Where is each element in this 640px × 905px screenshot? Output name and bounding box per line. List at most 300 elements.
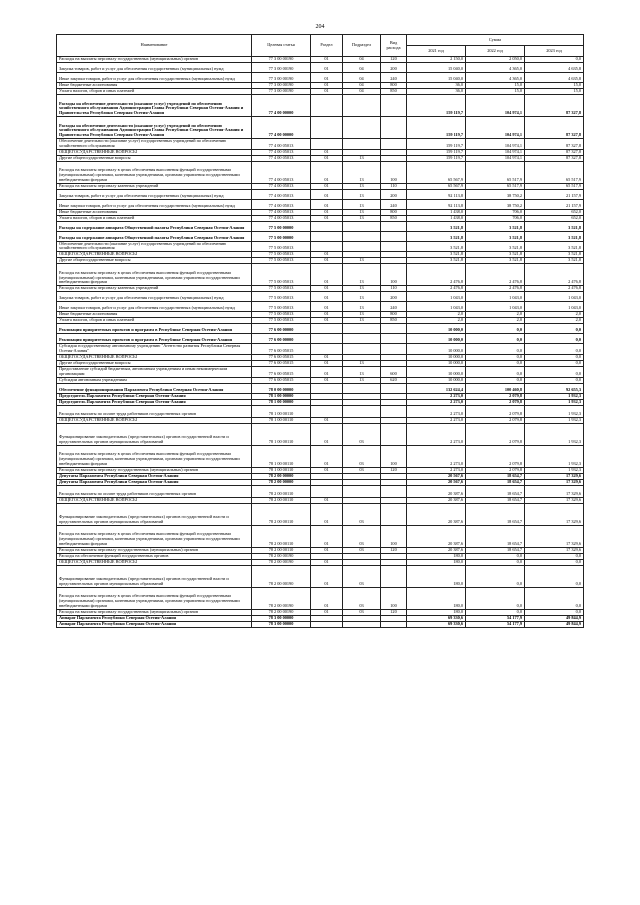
row-code: 78 2 00 00110: [252, 503, 311, 525]
row-section: 01: [311, 525, 343, 547]
row-code: 77 5 00 05013: [252, 312, 311, 318]
row-value-2021: 10 000,0: [407, 344, 466, 355]
row-section: 01: [311, 354, 343, 360]
row-expense-type: 200: [381, 189, 407, 199]
row-value-2022: 0,0: [466, 334, 525, 344]
row-value-2021: 2 273,0: [407, 445, 466, 467]
row-code: 78 1 00 00110: [252, 445, 311, 467]
row-value-2023: 87 327,8: [525, 95, 584, 117]
row-name: Депутаты Парламента Республики Северная Осетия-Алания: [57, 479, 252, 485]
row-expense-type: 110: [381, 286, 407, 292]
row-value-2023: 1 932,3: [525, 405, 584, 417]
row-name: Иные бюджетные ассигнования: [57, 83, 252, 89]
row-code: 78 1 00 00110: [252, 417, 311, 423]
row-value-2022: 104 974,1: [466, 117, 525, 139]
table-row: [57, 161, 584, 183]
row-value-2023: 1 932,3: [525, 399, 584, 405]
row-expense-type: 110: [381, 183, 407, 189]
row-value-2022: 54 177,9: [466, 621, 525, 627]
row-code: 78 2 00 00110: [252, 485, 311, 497]
row-value-2022: 2 079,8: [466, 405, 525, 417]
table-row: [57, 503, 584, 525]
row-value-2022: 2 079,8: [466, 445, 525, 467]
row-value-2023: 0,0: [525, 334, 584, 344]
row-subsection: 13: [343, 292, 381, 302]
row-subsection: [343, 383, 381, 393]
row-value-2023: 0,0: [525, 324, 584, 334]
row-value-2023: 3 521,8: [525, 258, 584, 264]
row-value-2021: 2 273,0: [407, 423, 466, 445]
row-value-2021: 1 043,0: [407, 302, 466, 312]
table-row: [57, 302, 584, 312]
row-subsection: 13: [343, 209, 381, 215]
row-value-2021: 65 567,9: [407, 161, 466, 183]
table-row: [57, 445, 584, 467]
row-section: [311, 405, 343, 417]
row-code: 78 1 00 00110: [252, 423, 311, 445]
row-value-2022: 38 750,2: [466, 189, 525, 199]
row-expense-type: 100: [381, 525, 407, 547]
table-row: [57, 231, 584, 241]
row-subsection: [343, 344, 381, 355]
row-section: 01: [311, 63, 343, 73]
row-subsection: 04: [343, 83, 381, 89]
row-section: 01: [311, 547, 343, 553]
row-expense-type: [381, 139, 407, 150]
table-row: [57, 366, 584, 377]
row-value-2022: 104 974,1: [466, 139, 525, 150]
row-value-2022: 2 079,8: [466, 393, 525, 399]
row-value-2021: 2 273,0: [407, 399, 466, 405]
row-value-2022: 3 521,8: [466, 252, 525, 258]
row-code: 77 5 00 05013: [252, 286, 311, 292]
row-subsection: [343, 334, 381, 344]
row-value-2021: 20 567,6: [407, 473, 466, 479]
row-subsection: 04: [343, 57, 381, 63]
row-name: Субсидия государственному автономному учреждению "Агентство развития Республики Северная Осетия-Алания": [57, 344, 252, 355]
row-expense-type: 240: [381, 302, 407, 312]
row-section: 01: [311, 252, 343, 258]
row-code: 78 3 00 00000: [252, 615, 311, 621]
row-code: 77 6 00 05015: [252, 344, 311, 355]
row-value-2022: 104 974,1: [466, 155, 525, 161]
row-value-2023: 1 932,3: [525, 467, 584, 473]
row-section: 01: [311, 467, 343, 473]
row-name: Иные закупки товаров, работ и услуг для обеспечения государственных (муниципальных) нужд: [57, 73, 252, 83]
row-value-2023: 17 329,6: [525, 473, 584, 479]
row-value-2023: 17 329,6: [525, 525, 584, 547]
row-subsection: [343, 139, 381, 150]
row-code: 77 4 00 05013: [252, 139, 311, 150]
row-name: Предоставление субсидий бюджетным, автономным учреждениям и иным некоммерческим организациям: [57, 366, 252, 377]
row-expense-type: [381, 241, 407, 252]
row-section: [311, 344, 343, 355]
row-subsection: [343, 95, 381, 117]
row-name: Обеспечение деятельности (оказание услуг) государственных учреждений по обеспечению хозяйственного обслуживания: [57, 241, 252, 252]
header-name: Наименование: [57, 35, 252, 57]
row-value-2023: 92 655,3: [525, 383, 584, 393]
row-value-2022: 0,0: [466, 344, 525, 355]
row-value-2023: 65 517,9: [525, 183, 584, 189]
row-expense-type: [381, 621, 407, 627]
page-number: 204: [315, 24, 325, 30]
row-subsection: 13: [343, 318, 381, 324]
row-code: 78 2 00 00000: [252, 479, 311, 485]
header-code: Целевая статья: [252, 35, 311, 57]
row-code: 77 3 00 00190: [252, 57, 311, 63]
row-value-2021: 3 521,8: [407, 252, 466, 258]
row-value-2023: 1 932,3: [525, 393, 584, 399]
row-value-2023: 3 521,8: [525, 252, 584, 258]
row-value-2023: 17 329,6: [525, 479, 584, 485]
table-row: [57, 117, 584, 139]
row-value-2022: 100 460,8: [466, 383, 525, 393]
row-name: Расходы на выплаты персоналу казенных учреждений: [57, 286, 252, 292]
row-value-2023: 17 329,6: [525, 497, 584, 503]
table-row: [57, 73, 584, 83]
row-name: Другие общегосударственные вопросы: [57, 155, 252, 161]
row-name: Расходы на выплаты персоналу казенных учреждений: [57, 183, 252, 189]
row-code: 77 3 00 00190: [252, 89, 311, 95]
row-value-2022: 104 974,1: [466, 149, 525, 155]
row-code: 77 5 00 05013: [252, 252, 311, 258]
table-row: [57, 344, 584, 355]
table-row: [57, 525, 584, 547]
row-section: 01: [311, 57, 343, 63]
row-expense-type: [381, 423, 407, 445]
row-value-2021: 3 521,8: [407, 258, 466, 264]
row-section: [311, 231, 343, 241]
row-code: 78 1 00 00000: [252, 393, 311, 399]
row-value-2023: 1 932,3: [525, 417, 584, 423]
row-subsection: 13: [343, 189, 381, 199]
row-name: Расходы на выплаты персоналу в целях обеспечения выполнения функций государственными (муниципальными) органами, казенными учреждениями, органами управления государственными внебюджетными фондами: [57, 525, 252, 547]
row-name: Другие общегосударственные вопросы: [57, 360, 252, 366]
row-value-2023: 0,0: [525, 587, 584, 609]
row-expense-type: 240: [381, 199, 407, 209]
row-value-2022: 65 517,9: [466, 183, 525, 189]
row-value-2021: 20 387,6: [407, 485, 466, 497]
row-value-2023: 0,0: [525, 360, 584, 366]
row-code: 78 2 00 00110: [252, 525, 311, 547]
row-value-2022: 3 521,8: [466, 231, 525, 241]
row-value-2023: 0,0: [525, 559, 584, 565]
row-value-2021: 2,0: [407, 318, 466, 324]
row-value-2022: 706,0: [466, 209, 525, 215]
row-section: 01: [311, 183, 343, 189]
table-row: [57, 139, 584, 150]
row-value-2023: 4 635,8: [525, 63, 584, 73]
row-value-2023: 0,0: [525, 366, 584, 377]
row-expense-type: 620: [381, 377, 407, 383]
row-expense-type: [381, 117, 407, 139]
row-value-2021: 20 387,6: [407, 503, 466, 525]
header-year-2021: 2021 год: [407, 46, 466, 57]
row-section: 01: [311, 149, 343, 155]
row-code: 77 3 00 00190: [252, 63, 311, 73]
row-expense-type: [381, 334, 407, 344]
row-section: [311, 95, 343, 117]
row-section: [311, 485, 343, 497]
row-section: 01: [311, 292, 343, 302]
row-value-2021: 10 000,0: [407, 334, 466, 344]
row-expense-type: [381, 95, 407, 117]
row-value-2021: 132 624,4: [407, 383, 466, 393]
row-value-2023: 3 521,8: [525, 221, 584, 231]
row-name: Расходы на выплаты персоналу в целях обеспечения выполнения функций государственными (муниципальными) органами, казенными учреждениями, органами управления государственными внебюджетными фондами: [57, 161, 252, 183]
row-value-2023: 15,0: [525, 83, 584, 89]
row-expense-type: [381, 324, 407, 334]
row-value-2023: 1 043,0: [525, 292, 584, 302]
row-name: Иные закупки товаров, работ и услуг для обеспечения государственных (муниципальных) нужд: [57, 199, 252, 209]
row-section: 01: [311, 199, 343, 209]
row-value-2023: 21 157,9: [525, 199, 584, 209]
row-name: Расходы на обеспечение деятельности (оказание услуг) учреждений по обеспечению хозяйственного обслуживания Администрации Главы Республики Северная Осетия-Алания и Правительства Республики Северная Осетия-Алания: [57, 117, 252, 139]
row-code: 78 2 00 00190: [252, 559, 311, 565]
row-value-2023: 17 329,6: [525, 485, 584, 497]
row-value-2023: 1 043,0: [525, 302, 584, 312]
row-subsection: [343, 241, 381, 252]
row-section: 01: [311, 161, 343, 183]
row-name: Другие общегосударственные вопросы: [57, 258, 252, 264]
row-value-2022: 104 974,1: [466, 95, 525, 117]
row-value-2021: 159 119,7: [407, 139, 466, 150]
table-row: [57, 334, 584, 344]
row-code: 77 6 00 05015: [252, 377, 311, 383]
row-value-2021: 20 387,6: [407, 525, 466, 547]
row-value-2021: 10 000,0: [407, 366, 466, 377]
row-code: 77 4 00 05013: [252, 149, 311, 155]
row-value-2022: 3 521,8: [466, 258, 525, 264]
row-value-2022: 18 654,7: [466, 497, 525, 503]
row-code: 78 2 00 00190: [252, 587, 311, 609]
row-value-2021: 180,0: [407, 609, 466, 615]
row-expense-type: 850: [381, 89, 407, 95]
row-subsection: 13: [343, 183, 381, 189]
row-section: 01: [311, 89, 343, 95]
row-value-2023: 1 932,3: [525, 445, 584, 467]
row-value-2022: 2 050,0: [466, 57, 525, 63]
row-expense-type: 850: [381, 215, 407, 221]
row-value-2021: 2 273,0: [407, 393, 466, 399]
row-name: Председатель Парламента Республики Северная Осетия-Алания: [57, 399, 252, 405]
row-value-2023: 87 327,8: [525, 155, 584, 161]
row-value-2023: 2 476,8: [525, 286, 584, 292]
row-subsection: 03: [343, 565, 381, 587]
row-name: ОБЩЕГОСУДАРСТВЕННЫЕ ВОПРОСЫ: [57, 354, 252, 360]
row-value-2022: 18 654,7: [466, 503, 525, 525]
row-section: [311, 383, 343, 393]
row-value-2021: 1 438,0: [407, 209, 466, 215]
row-code: 77 3 00 00190: [252, 73, 311, 83]
row-code: 77 5 00 00000: [252, 231, 311, 241]
row-subsection: 13: [343, 215, 381, 221]
row-value-2021: 159 119,7: [407, 117, 466, 139]
row-value-2021: 92 113,8: [407, 199, 466, 209]
row-section: [311, 221, 343, 231]
row-section: 01: [311, 318, 343, 324]
row-name: Депутаты Парламента Республики Северная Осетия-Алания: [57, 473, 252, 479]
table-body: [57, 57, 584, 628]
row-value-2021: 2 476,8: [407, 286, 466, 292]
row-expense-type: [381, 405, 407, 417]
row-section: 01: [311, 155, 343, 161]
row-name: Аппарат Парламента Республики Северная Осетия-Алания: [57, 621, 252, 627]
header-year-2023: 2023 год: [525, 46, 584, 57]
row-code: 77 4 00 05013: [252, 215, 311, 221]
row-expense-type: [381, 383, 407, 393]
row-value-2023: 652,0: [525, 215, 584, 221]
row-section: 01: [311, 366, 343, 377]
row-value-2021: 10 000,0: [407, 354, 466, 360]
row-name: Уплата налогов, сборов и иных платежей: [57, 89, 252, 95]
row-value-2023: 0,0: [525, 565, 584, 587]
row-code: 77 4 00 05013: [252, 183, 311, 189]
row-expense-type: 120: [381, 547, 407, 553]
row-subsection: 13: [343, 360, 381, 366]
row-subsection: [343, 324, 381, 334]
row-value-2023: 2 476,8: [525, 264, 584, 286]
row-value-2021: 10 000,0: [407, 324, 466, 334]
row-name: ОБЩЕГОСУДАРСТВЕННЫЕ ВОПРОСЫ: [57, 497, 252, 503]
row-value-2023: 15,0: [525, 89, 584, 95]
row-value-2021: 69 330,6: [407, 615, 466, 621]
row-section: 01: [311, 286, 343, 292]
row-value-2021: 2 273,0: [407, 417, 466, 423]
row-code: 77 5 00 05013: [252, 264, 311, 286]
row-value-2021: 15 040,0: [407, 73, 466, 83]
row-value-2022: 0,0: [466, 354, 525, 360]
row-value-2021: 159 119,7: [407, 149, 466, 155]
row-value-2023: 0,0: [525, 609, 584, 615]
table-row: [57, 63, 584, 73]
row-name: Закупка товаров, работ и услуг для обеспечения государственных (муниципальных) нужд: [57, 63, 252, 73]
row-section: [311, 117, 343, 139]
row-value-2022: 65 517,9: [466, 161, 525, 183]
row-code: 78 3 00 00000: [252, 621, 311, 627]
row-name: Расходы на обеспечение деятельности (оказание услуг) учреждений по обеспечению хозяйственного обслуживания Администрации Главы Республики Северная Осетия-Алания и Правительства Республики Северная Осетия-Алания: [57, 95, 252, 117]
row-section: 01: [311, 587, 343, 609]
row-subsection: 04: [343, 89, 381, 95]
row-value-2021: 10 000,0: [407, 377, 466, 383]
row-name: Обеспечение функционирования Парламента Республики Северная Осетия-Алания: [57, 383, 252, 393]
row-subsection: 13: [343, 366, 381, 377]
row-value-2022: 2 079,8: [466, 467, 525, 473]
row-value-2021: 20 567,6: [407, 479, 466, 485]
row-value-2022: 18 654,7: [466, 485, 525, 497]
row-value-2021: 2 150,0: [407, 57, 466, 63]
row-value-2023: 652,0: [525, 209, 584, 215]
row-value-2021: 10 000,0: [407, 360, 466, 366]
row-subsection: 13: [343, 286, 381, 292]
row-code: 77 5 00 00000: [252, 221, 311, 231]
row-code: 78 1 00 00110: [252, 405, 311, 417]
row-value-2023: 4 635,8: [525, 73, 584, 83]
row-name: Иные бюджетные ассигнования: [57, 209, 252, 215]
table-row: [57, 264, 584, 286]
row-subsection: 03: [343, 503, 381, 525]
row-name: ОБЩЕГОСУДАРСТВЕННЫЕ ВОПРОСЫ: [57, 252, 252, 258]
row-code: 77 6 00 05015: [252, 354, 311, 360]
row-expense-type: 120: [381, 467, 407, 473]
row-name: Расходы на выплаты персоналу в целях обеспечения выполнения функций государственными (муниципальными) органами, казенными учреждениями, органами управления государственными внебюджетными фондами: [57, 445, 252, 467]
row-value-2022: 3 521,8: [466, 221, 525, 231]
row-expense-type: 600: [381, 366, 407, 377]
row-code: 78 2 00 00110: [252, 497, 311, 503]
row-value-2021: 92 113,8: [407, 189, 466, 199]
row-expense-type: 200: [381, 292, 407, 302]
row-section: 01: [311, 609, 343, 615]
row-name: Расходы на выплаты персоналу государственных (муниципальных) органов: [57, 57, 252, 63]
row-section: 01: [311, 258, 343, 264]
row-code: 77 5 00 05013: [252, 292, 311, 302]
row-value-2023: 0,0: [525, 354, 584, 360]
row-name: Расходы на обеспечение функций государственных органов: [57, 553, 252, 559]
row-value-2022: 0,0: [466, 360, 525, 366]
row-value-2023: 2,0: [525, 318, 584, 324]
row-value-2021: 159 119,7: [407, 155, 466, 161]
row-subsection: 03: [343, 445, 381, 467]
row-section: 01: [311, 503, 343, 525]
row-value-2021: 65 567,9: [407, 183, 466, 189]
row-value-2023: 0,0: [525, 57, 584, 63]
row-name: Уплата налогов, сборов и иных платежей: [57, 318, 252, 324]
table-row: [57, 221, 584, 231]
row-section: 01: [311, 497, 343, 503]
row-subsection: [343, 221, 381, 231]
header-year-2022: 2022 год: [466, 46, 525, 57]
row-value-2023: 3 521,8: [525, 241, 584, 252]
row-section: 01: [311, 215, 343, 221]
row-code: 78 0 00 00000: [252, 383, 311, 393]
row-name: Расходы на выплаты персоналу государственных (муниципальных) органов: [57, 467, 252, 473]
row-name: Функционирование законодательных (представительных) органов государственной власти и представительных органов муниципальных образований: [57, 503, 252, 525]
row-value-2023: 49 844,9: [525, 621, 584, 627]
row-value-2023: 87 327,8: [525, 149, 584, 155]
row-expense-type: [381, 231, 407, 241]
row-code: 78 2 00 00190: [252, 609, 311, 615]
row-subsection: 13: [343, 264, 381, 286]
row-section: [311, 334, 343, 344]
row-value-2022: 2 476,8: [466, 264, 525, 286]
row-expense-type: 120: [381, 57, 407, 63]
row-value-2021: 2 273,0: [407, 405, 466, 417]
row-value-2023: 0,0: [525, 553, 584, 559]
row-subsection: 13: [343, 312, 381, 318]
row-code: 78 2 00 00190: [252, 553, 311, 559]
row-value-2021: 2 273,0: [407, 467, 466, 473]
row-subsection: 13: [343, 155, 381, 161]
row-code: 77 4 00 05013: [252, 161, 311, 183]
row-value-2023: 17 329,6: [525, 503, 584, 525]
row-value-2023: 21 157,9: [525, 189, 584, 199]
row-expense-type: 850: [381, 318, 407, 324]
row-section: 01: [311, 83, 343, 89]
row-name: Расходы на содержание аппарата Общественной палаты Республики Северная Осетия-Алания: [57, 221, 252, 231]
row-code: 77 5 00 05013: [252, 241, 311, 252]
row-subsection: 13: [343, 302, 381, 312]
row-name: Функционирование законодательных (представительных) органов государственной власти и представительных органов муниципальных образований: [57, 565, 252, 587]
row-value-2021: 180,0: [407, 553, 466, 559]
row-expense-type: 100: [381, 445, 407, 467]
row-expense-type: 100: [381, 161, 407, 183]
header-section: Раздел: [311, 35, 343, 57]
row-value-2022: 4 365,0: [466, 73, 525, 83]
row-code: 78 2 00 00000: [252, 473, 311, 479]
row-section: [311, 621, 343, 627]
table-row: [57, 485, 584, 497]
row-name: Функционирование законодательных (представительных) органов государственной власти и представительных органов муниципальных образований: [57, 423, 252, 445]
